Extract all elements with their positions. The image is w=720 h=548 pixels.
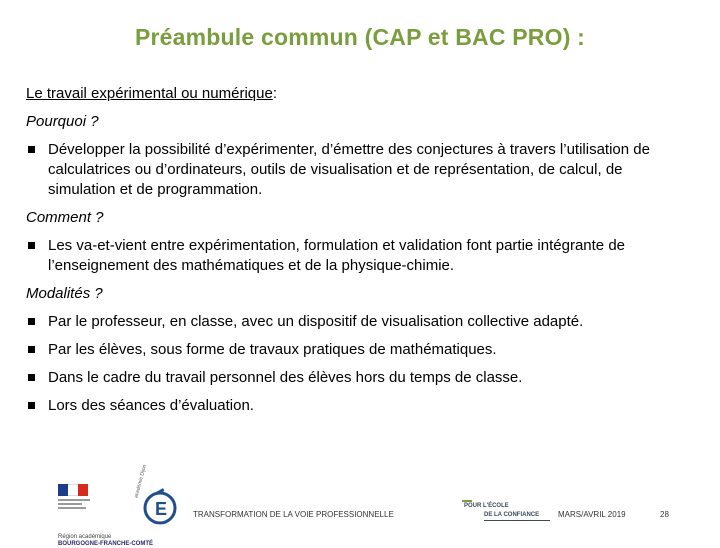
logo-underline [484, 520, 550, 521]
square-bullet-icon [28, 318, 35, 325]
bullet-text: Par les élèves, sous forme de travaux pratiques de mathématiques. [48, 341, 497, 358]
list-item [26, 340, 686, 360]
ecole-confiance-logo [462, 498, 552, 524]
logo-line-2: DE LA CONFIANCE [484, 512, 540, 518]
square-bullet-icon [28, 146, 35, 153]
french-flag-icon [58, 484, 88, 496]
footer-date: MARS/AVRIL 2019 [558, 510, 626, 519]
square-bullet-icon [28, 402, 35, 409]
logo-accent-bar [462, 500, 472, 502]
svg-text:E: E [155, 499, 168, 519]
section-label-pourquoi: Pourquoi ? [26, 113, 99, 130]
academie-dijon-logo-icon [133, 463, 178, 526]
marianne-text-lines-icon [58, 499, 90, 511]
list-item [26, 368, 686, 388]
slide-content [26, 84, 686, 424]
list-item [26, 396, 686, 416]
page-number: 28 [660, 510, 669, 519]
section-label-modalites: Modalités ? [26, 285, 103, 302]
section-heading [26, 84, 686, 104]
bullet-text: Dans le cadre du travail personnel des élèves hors du temps de classe. [48, 369, 523, 386]
footer-center-text: TRANSFORMATION DE LA VOIE PROFESSIONNELLE [193, 510, 394, 519]
academie-text: académie Dijon [133, 463, 149, 499]
list-item [26, 236, 686, 276]
bullet-text: Par le professeur, en classe, avec un dispositif de visualisation collective adapté. [48, 313, 584, 330]
bullet-text: Développer la possibilité d’expérimenter, d’émettre des conjectures à travers l’utilisation de calculatrices ou d’ordinateurs, outils de visualisation et de représentation, de calcul, de simulation et de programmation. [48, 141, 650, 198]
slide-footer [0, 460, 720, 547]
square-bullet-icon [28, 346, 35, 353]
logo-line-1: POUR L'ÉCOLE [464, 503, 509, 509]
heading-text: Le travail expérimental ou numérique [26, 85, 273, 102]
region-line-1: Région académique [58, 534, 112, 540]
bullet-text: Les va-et-vient entre expérimentation, formulation et validation font partie intégrante de l’enseignement des mathématiques et de la physique-chimie. [48, 237, 626, 274]
section-label-comment: Comment ? [26, 209, 104, 226]
region-name [58, 534, 153, 548]
region-academique-logo [58, 463, 168, 547]
square-bullet-icon [28, 242, 35, 249]
list-item [26, 140, 686, 200]
region-line-2: BOURGOGNE-FRANCHE-COMTÉ [58, 541, 153, 547]
square-bullet-icon [28, 374, 35, 381]
heading-suffix: : [272, 85, 277, 102]
slide-title: Préambule commun (CAP et BAC PRO) : [134, 24, 586, 50]
bullet-text: Lors des séances d’évaluation. [48, 397, 254, 414]
list-item [26, 312, 686, 332]
